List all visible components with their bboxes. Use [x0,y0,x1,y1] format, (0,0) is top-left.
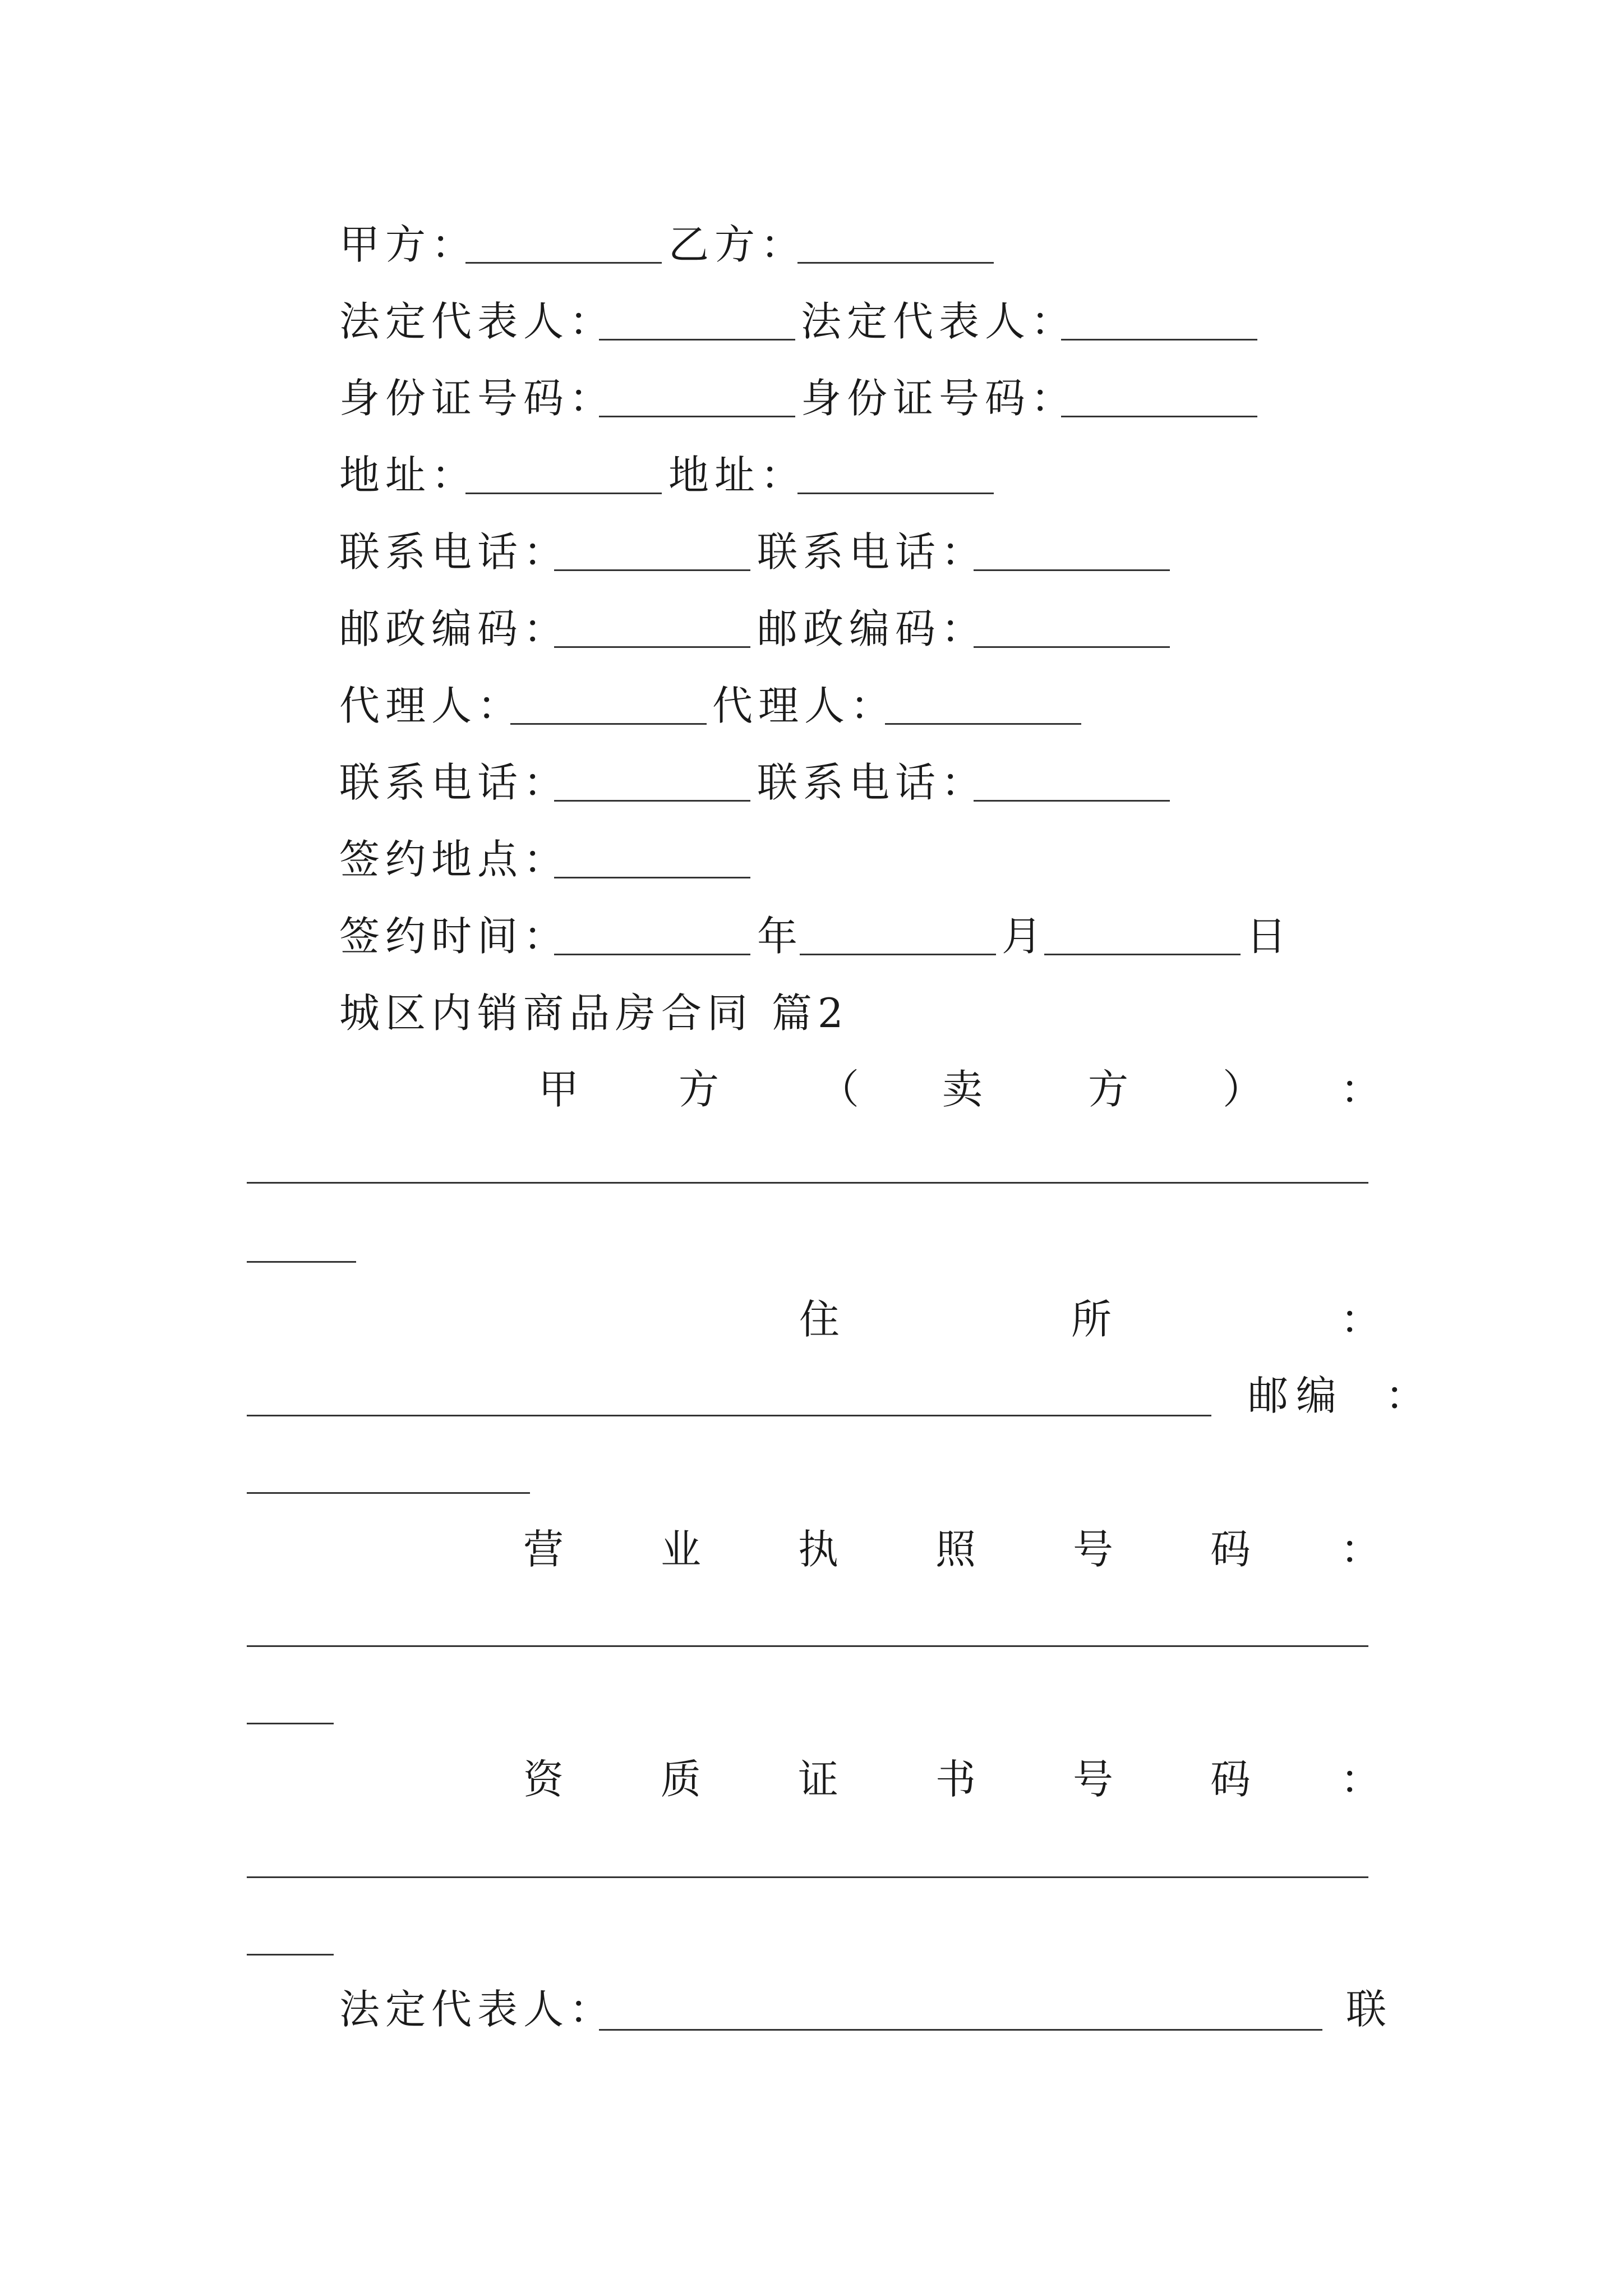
agent-phone-a-field[interactable] [554,800,750,802]
section-heading: 城区内销商品房合同 篇2 [339,990,849,1037]
postcode-b-label: 邮政编码： [757,605,988,652]
id-no-b-field[interactable] [1061,416,1257,417]
seller-char: ： [1340,1066,1381,1113]
party-a-field[interactable] [465,262,662,264]
qualification-char: 证 [798,1756,839,1803]
sign-place-field[interactable] [554,877,750,878]
qualification-char: ： [1340,1756,1381,1803]
party-b-label: 乙方： [668,221,807,268]
address-b-label: 地址： [668,452,807,499]
sign-year-field[interactable] [554,954,750,955]
postcode-colon: ： [1385,1372,1426,1419]
license-char: 业 [661,1526,702,1573]
contact-label-start: 联 [1346,1986,1387,2033]
id-no-a-label: 身份证号码： [339,375,616,422]
seller-name-field[interactable] [247,1182,1368,1184]
residence-char: 住 [799,1296,840,1343]
postcode-label: 邮编 [1248,1372,1345,1419]
qualification-char: 码 [1210,1756,1251,1803]
party-b-field[interactable] [797,262,994,264]
agent-a-label: 代理人： [339,682,524,729]
party-a-label: 甲方： [339,221,478,268]
legal-rep-a-label: 法定代表人： [339,298,616,345]
license-char: 码 [1210,1526,1251,1573]
seller-char: 卖 [942,1066,983,1113]
address-a-label: 地址： [339,452,478,499]
legal-rep-a-field[interactable] [599,339,795,341]
license-field[interactable] [247,1645,1368,1647]
year-label: 年 [757,913,804,960]
seller-char: （ [819,1066,860,1113]
qualification-char: 号 [1073,1756,1114,1803]
seller-legal-rep-label: 法定代表人： [339,1986,616,2033]
qualification-char: 书 [935,1756,976,1803]
sign-place-label: 签约地点： [339,836,570,883]
postcode-field[interactable] [247,1492,530,1494]
id-no-a-field[interactable] [599,416,795,417]
seller-char: 方 [1088,1066,1129,1113]
month-label: 月 [1002,913,1048,960]
license-char: 执 [798,1526,839,1573]
seller-char: 甲 [538,1066,579,1113]
license-field-continued[interactable] [247,1723,334,1724]
agent-a-field[interactable] [510,723,707,725]
agent-b-field[interactable] [885,723,1081,725]
seller-char: 方 [679,1066,720,1113]
qualification-char: 资 [523,1756,564,1803]
seller-legal-rep-field[interactable] [599,2029,1322,2031]
id-no-b-label: 身份证号码： [801,375,1077,422]
seller-name-field-continued[interactable] [247,1261,356,1263]
postcode-b-field[interactable] [974,646,1170,648]
residence-char: ： [1340,1296,1381,1343]
address-b-field[interactable] [797,493,994,494]
legal-rep-b-field[interactable] [1061,339,1257,341]
sign-day-field[interactable] [1044,954,1241,955]
agent-phone-b-field[interactable] [974,800,1170,802]
residence-char: 所 [1071,1296,1112,1343]
qualification-field[interactable] [247,1876,1368,1878]
phone-b-label: 联系电话： [757,528,988,576]
license-char: 照 [935,1526,976,1573]
qualification-field-continued[interactable] [247,1954,334,1955]
seller-char: ） [1223,1066,1264,1113]
day-label: 日 [1246,913,1293,960]
agent-phone-b-label: 联系电话： [757,759,988,806]
address-a-field[interactable] [465,493,662,494]
agent-phone-a-label: 联系电话： [339,759,570,806]
postcode-a-label: 邮政编码： [339,605,570,652]
residence-field[interactable] [247,1415,1211,1416]
sign-time-label: 签约时间： [339,913,570,960]
license-char: 营 [523,1526,564,1573]
legal-rep-b-label: 法定代表人： [801,298,1077,345]
phone-a-field[interactable] [554,569,750,571]
license-char: 号 [1073,1526,1114,1573]
postcode-a-field[interactable] [554,646,750,648]
license-char: ： [1340,1526,1381,1573]
sign-month-field[interactable] [800,954,996,955]
phone-a-label: 联系电话： [339,528,570,576]
qualification-char: 质 [661,1756,702,1803]
phone-b-field[interactable] [974,569,1170,571]
agent-b-label: 代理人： [712,682,897,729]
